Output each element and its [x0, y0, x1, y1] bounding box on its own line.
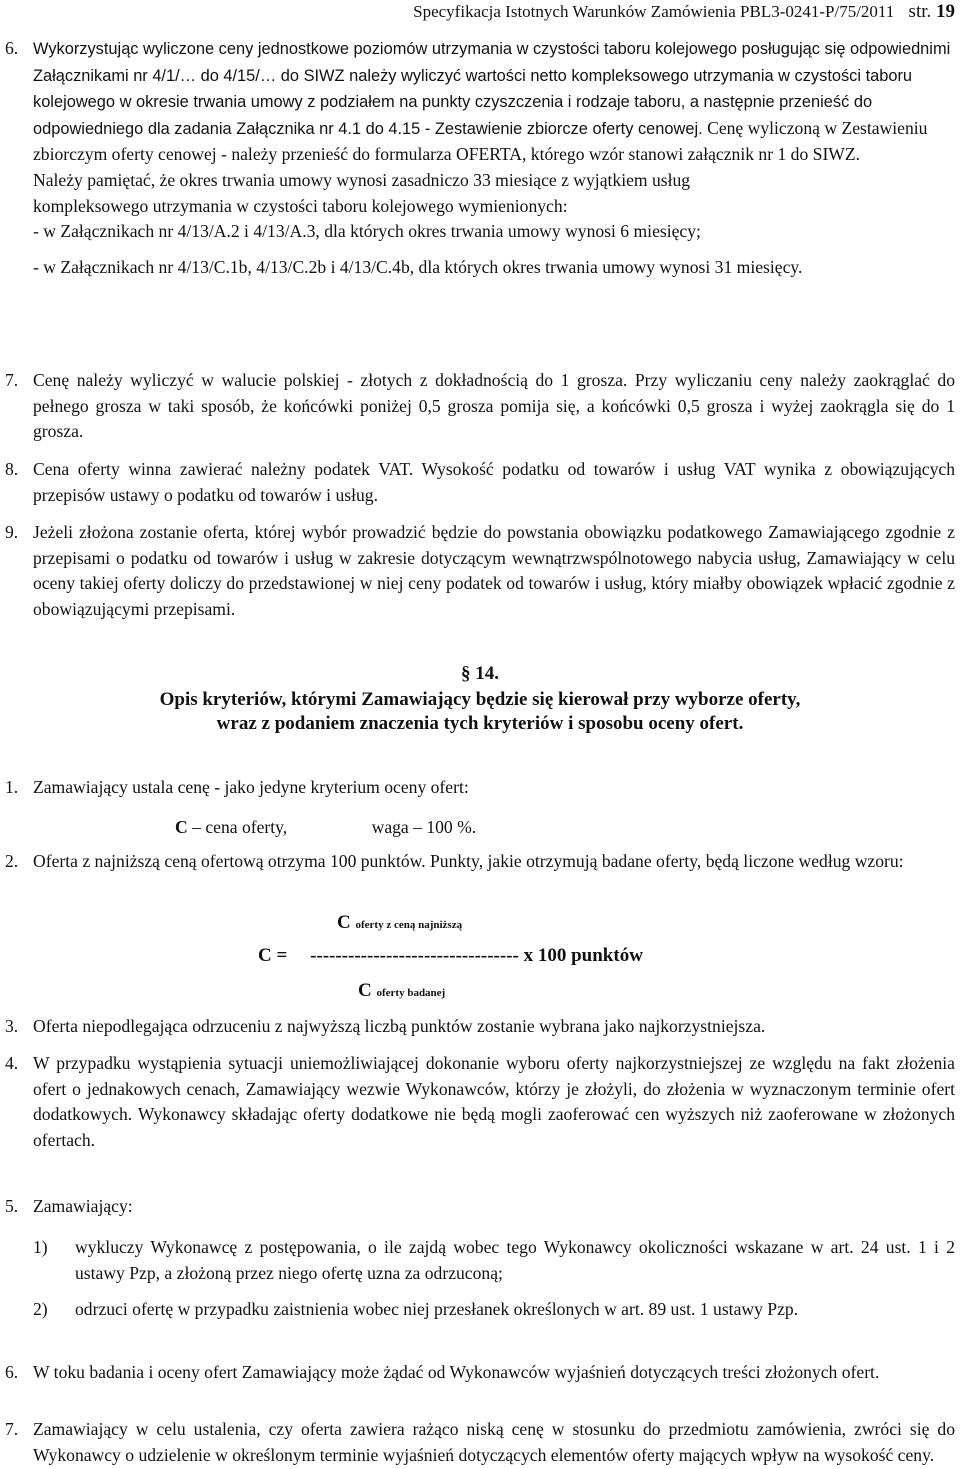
criteria-5-sub-1: [33, 1235, 955, 1286]
item-number: 1.: [5, 777, 19, 797]
section-title-line-1: Opis kryteriów, którymi Zamawiający będzie się kierował przy wyborze oferty,: [159, 689, 801, 710]
page-prefix: str.: [908, 1, 932, 22]
formula-sub-top: oferty z ceną najniższą: [355, 919, 463, 931]
list-item-8: [5, 457, 955, 508]
sub-item-number: 1): [33, 1237, 48, 1257]
list-item-6: [5, 36, 955, 280]
criterion-weight: waga – 100 %.: [371, 817, 477, 837]
page-header: [0, 2, 955, 22]
formula-numerator: [337, 912, 462, 934]
item-6-note: [5, 168, 955, 280]
item-number: 3.: [5, 1016, 19, 1036]
item-number: 2.: [5, 851, 19, 871]
formula-fraction-bar: --------------------------------- x 100 punktów: [310, 945, 643, 966]
criteria-item-2: [5, 849, 955, 875]
formula-sub-bottom: oferty badanej: [376, 987, 446, 999]
item-7-text: Cenę należy wyliczyć w walucie polskiej - złotych z dokładnością do 1 grosza. Przy wyliczaniu ceny należy zaokrąglać do pełnego grosza w taki sposób, że końcówki poniżej 0,5 grosza pomija się, a końcówki 0,5 grosza i wyżej zaokrągla się do 1 grosza.: [33, 370, 955, 442]
criteria-3-text: Oferta niepodlegająca odrzuceniu z najwyższą liczbą punktów zostanie wybrana jako najkorzystniejsza.: [33, 1016, 766, 1036]
sub-item-number: 2): [33, 1299, 48, 1319]
criteria-5-text: Zamawiający:: [33, 1196, 133, 1216]
criterion-symbol: C: [175, 817, 188, 837]
note-line: - w Załącznikach nr 4/13/C.1b, 4/13/C.2b i 4/13/C.4b, dla których okres trwania umowy wynosi 31 miesięcy.: [33, 256, 803, 277]
item-number: 7.: [5, 370, 19, 390]
section-title-line-2: wraz z podaniem znaczenia tych kryteriów i sposobu oceny ofert.: [216, 713, 744, 734]
list-item-9: [5, 520, 955, 622]
note-line: - w Załącznikach nr 4/13/A.2 i 4/13/A.3, dla których okres trwania umowy wynosi 6 miesięcy;: [33, 221, 701, 242]
sub-item-text: wykluczy Wykonawcę z postępowania, o ile zajdą wobec tego Wykonawcy okoliczności wskazane w art. 24 ust. 1 i 2 ustawy Pzp, a złożoną przez niego ofertę uzna za odrzuconą;: [75, 1237, 955, 1283]
item-number: 6.: [5, 38, 19, 58]
criteria-6-text: W toku badania i oceny ofert Zamawiający może żądać od Wykonawców wyjaśnień dotyczących treści złożonych ofert.: [33, 1362, 880, 1382]
criteria-4-text: W przypadku wystąpienia sytuacji uniemożliwiającej dokonanie wyboru oferty najkorzystniejszej ze względu na fakt złożenia ofert o jednakowych cenach, Zamawiający wezwie Wykonawców, którzy je złożyli, do złożenia w wyznaczonym terminie ofert dodatkowych. Wykonawcy składając oferty dodatkowe nie będą mogli zaoferować cen wyższych niż zaoferowane w złożonych ofertach.: [33, 1053, 955, 1150]
formula-denominator: [358, 980, 445, 1002]
criteria-item-6: [5, 1360, 955, 1386]
sub-item-text: odrzuci ofertę w przypadku zaistnienia wobec niej przesłanek określonych w art. 89 ust. 1 ustawy Pzp.: [75, 1299, 799, 1319]
page-number: [909, 1, 955, 22]
note-line: kompleksowego utrzymania w czystości taboru kolejowego wymienionych:: [33, 195, 568, 216]
formula-c-top: C: [337, 912, 351, 933]
criteria-1-text: Zamawiający ustala cenę - jako jedyne kryterium oceny ofert:: [33, 777, 469, 797]
header-title: Specyfikacja Istotnych Warunków Zamówienia PBL3-0241-P/75/2011: [413, 2, 895, 21]
criteria-item-1: [5, 775, 955, 801]
section-number: § 14.: [461, 663, 499, 684]
criteria-5-sub-2: [33, 1297, 955, 1323]
criteria-item-3: [5, 1014, 955, 1040]
criteria-2-text: Oferta z najniższą ceną ofertową otrzyma 100 punktów. Punkty, jakie otrzymują badane oferty, będą liczone według wzoru:: [33, 851, 904, 871]
item-number: 7.: [5, 1419, 19, 1439]
item-number: 4.: [5, 1053, 19, 1073]
item-6-text-cont: Cenę wyliczoną w Zestawieniu zbiorczym oferty cenowej - należy przenieść do formularza OFERTA, którego wzór stanowi załącznik nr 1 do SIWZ.: [33, 117, 928, 165]
criteria-item-5: [5, 1194, 955, 1220]
item-number: 5.: [5, 1196, 19, 1216]
item-number: 9.: [5, 522, 19, 542]
item-6-text: Wykorzystując wyliczone ceny jednostkowe poziomów utrzymania w czystości taboru kolejowego posługując się odpowiednimi Załącznikami nr 4/1/… do 4/15/… do SIWZ należy wyliczyć wartości netto kompleksowego utrzymania w czystości taboru kolejowego w okresie trwania umowy z podziałem na punkty czyszczenia i rodzaje taboru, a następnie przenieść do odpowiedniego dla zadania Załącznika nr 4.1 do 4.15 - Zestawienie zbiorcze oferty cenowej.: [33, 40, 951, 138]
formula-c-bottom: C: [358, 980, 372, 1001]
formula-line: [258, 945, 643, 967]
criteria-7-text: Zamawiający w celu ustalenia, czy oferta zawiera rażąco niską cenę w stosunku do przedmiotu zamówienia, zwróci się do Wykonawcy o udzielenie w określonym terminie wyjaśnień dotyczących elementów oferty mających wpływ na wysokość ceny.: [33, 1419, 955, 1465]
criteria-item-7: [5, 1417, 955, 1468]
item-9-text: Jeżeli złożona zostanie oferta, której wybór prowadzić będzie do powstania obowiązku podatkowego Zamawiającego zgodnie z przepisami o podatku od towarów i usług w zakresie dotyczącym wewnątrzwspólnotowego nabycia usług, Zamawiający w celu oceny takiej oferty doliczy do przedstawionej w niej ceny podatek od towarów i usług, który miałby obowiązek wpłacić zgodnie z obowiązującymi przepisami.: [33, 522, 955, 619]
formula-lhs: C =: [258, 945, 288, 966]
item-number: 6.: [5, 1362, 19, 1382]
note-line: Należy pamiętać, że okres trwania umowy wynosi zasadniczo 33 miesiące z wyjątkiem usług: [33, 169, 691, 190]
item-number: 8.: [5, 459, 19, 479]
page-number-value: 19: [936, 1, 955, 22]
criterion-name: – cena oferty,: [192, 817, 288, 837]
list-item-7: [5, 368, 955, 445]
item-8-text: Cena oferty winna zawierać należny podatek VAT. Wysokość podatku od towarów i usług VAT wynika z obowiązujących przepisów ustawy o podatku od towarów i usług.: [33, 459, 955, 505]
criteria-item-4: [5, 1051, 955, 1153]
criterion-definition: [175, 815, 775, 841]
